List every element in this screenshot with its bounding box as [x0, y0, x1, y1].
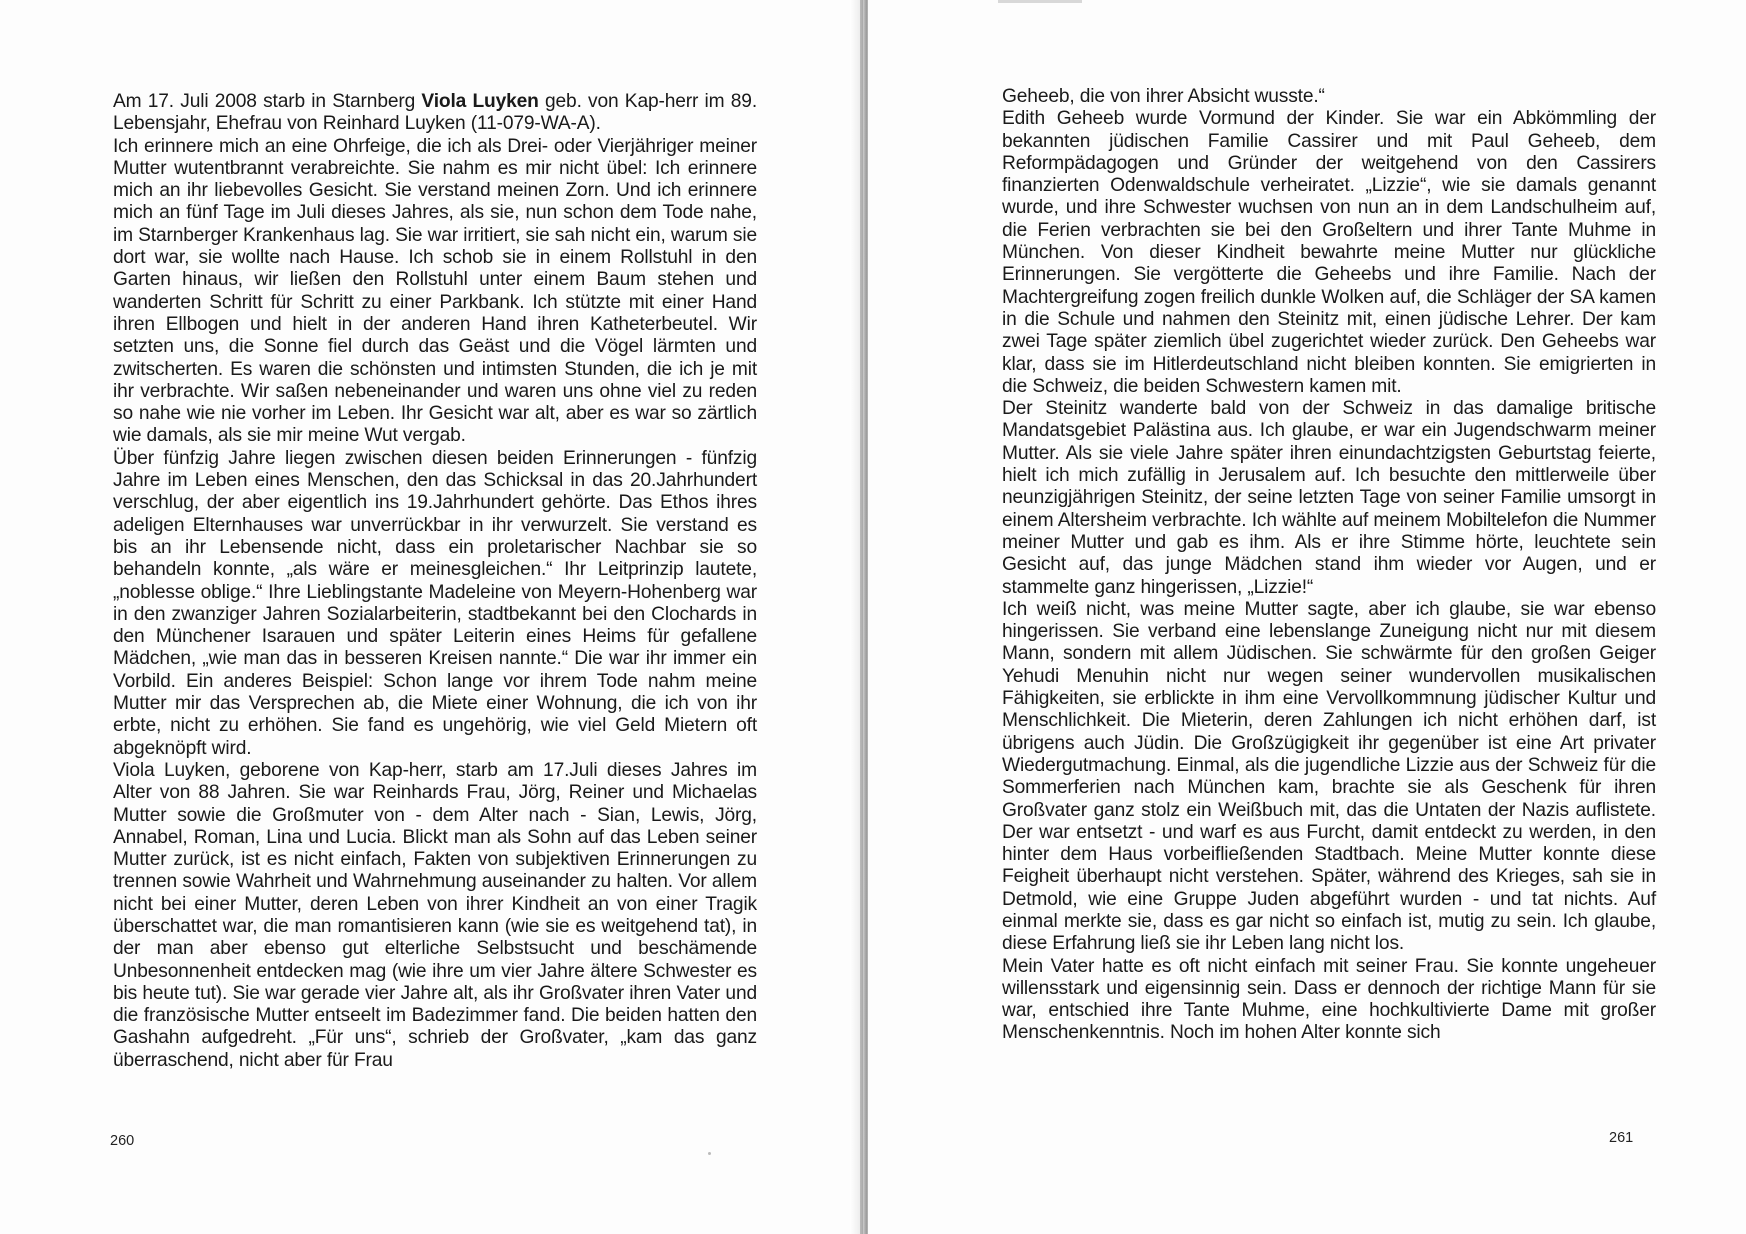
paragraph: Mein Vater hatte es oft nicht einfach mit seiner Frau. Sie konnte ungeheuer willensstark und eigensinnig sein. Dass er dennoch der richtige Mann für sie war, entschied ihre Tante Muhme, eine hochkultivierte Dame mit großer Menschenkenntnis. Noch im hohen Alter konnte sich — [1002, 955, 1656, 1044]
left-page — [0, 0, 858, 1234]
paragraph-intro: Am 17. Juli 2008 starb in Starnberg — [113, 91, 422, 112]
page-edge-mark — [998, 0, 1082, 3]
gutter-shadow — [860, 0, 863, 1234]
right-page-text — [1002, 86, 1656, 1045]
page-number: 261 — [1609, 1130, 1634, 1146]
right-page — [868, 0, 1746, 1234]
paragraph: Der Steinitz wanderte bald von der Schweiz in das damalige britische Mandatsgebiet Palästina aus. Ich glaube, er war ein Jugendschwarm meiner Mutter. Als sie viele Jahre später ihren einundachtzigsten Geburtstag feierte, hielt ich mich zufällig in Jerusalem auf. Ich besuchte den mittlerweile über neunzigjährigen Steinitz, der seine letzten Tage von seiner Familie umsorgt in einem Altersheim verbrachte. Ich wählte auf meinem Mobiltelefon die Nummer meiner Mutter und gab es ihm. Als er ihre Stimme hörte, leuchtete sein Gesicht auf, das junge Mädchen stand ihm wieder vor Augen, und er stammelte ganz hingerissen, „Lizzie!“ — [1002, 398, 1656, 598]
paragraph — [113, 91, 757, 136]
paragraph: Geheeb, die von ihrer Absicht wusste.“ — [1002, 86, 1325, 107]
paragraph-intro-rest: geb. von Kap-herr im 89. Lebensjahr, Ehefrau von Reinhard Luyken (11-079-WA-A). — [113, 91, 757, 135]
page-number: 260 — [110, 1133, 135, 1149]
paragraph: Über fünfzig Jahre liegen zwischen diesen beiden Erinnerungen - fünfzig Jahre im Leben eines Menschen, den das Schicksal in das 20.Jahrhundert verschlug, der aber eigentlich ins 19.Jahrhundert gehörte. Das Ethos ihres adeligen Elternhauses war unverrückbar in ihr verwurzelt. Sie verstand es bis an ihr Lebensende nicht, dass ein proletarischer Nachbar sie so behandeln konnte, „als wäre er meinesgleichen.“ Ihr Leitprinzip lautete, „noblesse oblige.“ Ihre Lieblingstante Madeleine von Meyern-Hohenberg war in den zwanziger Jahren Sozialarbeiterin, stadtbekannt bei den Clochards in den Münchener Isarauen und später Leiterin eines Heims für gefallene Mädchen, „wie man das in besseren Kreisen nannte.“ Die war ihr immer ein Vorbild. Ein anderes Beispiel: Schon lange vor ihrem Tode nahm meine Mutter mir das Versprechen ab, die Miete einer Wohnung, die ich von ihr erbte, nicht zu erhöhen. Sie fand es ungehörig, wie viel Geld Mietern oft abgeknöpft wird. — [113, 447, 757, 759]
paper-speck — [708, 1152, 711, 1155]
paragraph: Edith Geheeb wurde Vormund der Kinder. Sie war ein Abkömmling der bekannten jüdischen Familie Cassirer und mit Paul Geheeb, dem Reformpädagogen und Gründer der weitgehend von den Cassirers finanzierten Odenwaldschule verheiratet. „Lizzie“, wie sie damals genannt wurde, und ihre Schwester wuchsen von nun an in dem Landschulheim auf, die Ferien verbrachten sie bei den Großeltern und ihrer Tante Muhme in München. Von dieser Kindheit bewahrte meine Mutter nur glückliche Erinnerungen. Sie vergötterte die Geheebs und ihre Familie. Nach der Machtergreifung zogen freilich dunkle Wolken auf, die Schläger der SA kamen in die Schule und nahmen den Steinitz mit, einen jüdische Lehrer. Der kam zwei Tage später ziemlich übel zugerichtet wieder zurück. Den Geheebs war klar, dass sie im Hitlerdeutschland nicht bleiben konnten. Sie emigrierten in die Schweiz, die beiden Schwestern kamen mit. — [1002, 108, 1656, 397]
paragraph: Ich weiß nicht, was meine Mutter sagte, aber ich glaube, sie war ebenso hingerissen. Sie verband eine lebenslange Zuneigung nicht nur mit diesem Mann, sondern mit allem Jüdischen. Sie schwärmte für den großen Geiger Yehudi Menuhin nicht nur wegen seiner wundervollen musikalischen Fähigkeiten, sie erblickte in ihm eine Vervollkommnung jüdischer Kultur und Menschlichkeit. Die Mieterin, deren Zahlungen ich nicht erhöhen darf, ist übrigens auch Jüdin. Die Großzügigkeit ihr gegenüber ist eine Art privater Wiedergutmachung. Einmal, als die jugendliche Lizzie aus der Schweiz für die Sommerferien nach München kam, brachte sie als Geschenk für ihren Großvater ganz stolz ein Weißbuch mit, das die Untaten der Nazis auflistete. Der war entsetzt - und warf es aus Furcht, damit entdeckt zu werden, in den hinter dem Haus vorbeifließenden Stadtbach. Meine Mutter konnte diese Feigheit überhaupt nicht verstehen. Später, während des Krieges, sah sie in Detmold, wie eine Gruppe Juden abgeführt wurden - und tat nichts. Auf einmal merkte sie, dass es gar nicht so einfach ist, mutig zu sein. Ich glaube, diese Erfahrung ließ sie ihr Leben lang nicht los. — [1002, 598, 1656, 955]
paragraph: Viola Luyken, geborene von Kap-herr, starb am 17.Juli dieses Jahres im Alter von 88 Jahren. Sie war Reinhards Frau, Jörg, Reiner und Michaelas Mutter sowie die Großmuter von - dem Alter nach - Sian, Lewis, Jörg, Annabel, Roman, Lina und Lucia. Blickt man als Sohn auf das Leben seiner Mutter zurück, ist es nicht einfach, Fakten von subjektiven Erinnerungen zu trennen sowie Wahrheit und Wahrnehmung auseinander zu halten. Vor allem nicht bei einer Mutter, deren Leben von ihrer Kindheit an von einer Tragik überschattet war, die man romantisieren kann (wie sie es weitgehend tat), in der man aber ebenso gut elterliche Selbstsucht und beschämende Unbesonnenheit entdecken mag (wie ihre um vier Jahre ältere Schwester es bis heute tut). Sie war gerade vier Jahre alt, als ihr Großvater ihren Vater und die französische Mutter entseelt im Badezimmer fand. Die beiden hatten den Gashahn aufgedreht. „Für uns“, schrieb der Großvater, „kam das ganz überraschend, nicht aber für Frau — [113, 759, 757, 1071]
left-page-text — [113, 91, 757, 1072]
person-name: Viola Luyken — [421, 91, 539, 112]
paragraph: Ich erinnere mich an eine Ohrfeige, die ich als Drei- oder Vierjähriger meiner Mutter wutentbrannt verabreichte. Sie nahm es mir nicht übel: Ich erinnere mich an ihr liebevolles Gesicht. Sie verstand meinen Zorn. Und ich erinnere mich an fünf Tage im Juli dieses Jahres, als sie, nun schon dem Tode nahe, im Starnberger Krankenhaus lag. Sie war irritiert, sie sah nicht ein, warum sie dort war, sie wollte nach Hause. Ich schob sie in einem Rollstuhl in den Garten hinaus, wir ließen den Rollstuhl unter einem Baum stehen und wanderten Schritt für Schritt zu einer Parkbank. Ich stützte mit einer Hand ihren Ellbogen und hielt in der anderen Hand ihren Katheterbeutel. Wir setzten uns, die Sonne fiel durch das Geäst und die Vögel lärmten und zwitscherten. Es waren die schönsten und intimsten Stunden, die ich je mit ihr verbrachte. Wir saßen nebeneinander und waren uns ohne viel zu reden so nahe wie nie vorher im Leben. Ihr Gesicht war alt, aber es war so zärtlich wie damals, als sie mir meine Wut vergab. — [113, 135, 758, 447]
